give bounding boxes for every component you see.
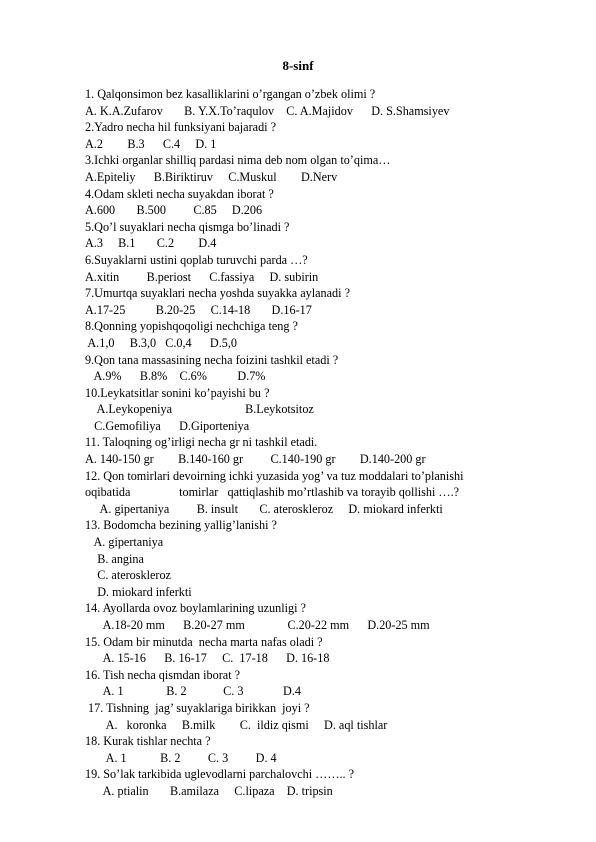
text-line: A.3 B.1 C.2 D.4	[85, 236, 217, 251]
text-line: A. gipertaniya	[85, 535, 164, 550]
text-line: 4.Odam skleti necha suyakdan iborat ?	[85, 186, 274, 201]
text-line: 9.Qon tana massasining necha foizini tashkil etadi ?	[85, 352, 339, 367]
page-title: 8-sinf	[282, 58, 314, 73]
text-line: 3.Ichki organlar shilliq pardasi nima deb nom olgan to’qima…	[85, 153, 391, 168]
text-line: 16. Tish necha qismdan iborat ?	[85, 667, 241, 682]
text-line: A.2 B.3 C.4 D. 1	[85, 136, 217, 151]
text-line: A.600 B.500 C.85 D.206	[85, 203, 263, 218]
text-line: A.1,0 B.3,0 C.0,4 D.5,0	[85, 335, 238, 350]
text-line: oqibatida tomirlar qattiqlashib mo’rtlashib va torayib qollishi ….?	[85, 485, 460, 500]
question-list	[85, 86, 565, 800]
text-line: 11. Taloqning og’irligi necha gr ni tashkil etadi.	[85, 435, 318, 450]
text-line: C.Gemofiliya D.Giporteniya	[85, 418, 250, 433]
text-line: A.9% B.8% C.6% D.7%	[85, 369, 266, 384]
text-line: 8.Qonning yopishqoqoligi nechchiga teng ?	[85, 319, 298, 334]
text-line: 17. Tishning jag’ suyaklariga birikkan joyi ?	[85, 700, 310, 715]
text-line: 2.Yadro necha hil funksiyani bajaradi ?	[85, 120, 276, 135]
text-line: A.17-25 B.20-25 C.14-18 D.16-17	[85, 302, 312, 317]
text-line: A. 140-150 gr B.140-160 gr C.140-190 gr D.140-200 gr	[85, 452, 426, 467]
text-line: B. angina	[85, 551, 144, 566]
text-line: C. ateroskleroz	[85, 568, 171, 583]
text-line: A. 15-16 B. 16-17 C. 17-18 D. 16-18	[85, 651, 330, 666]
text-line: 18. Kurak tishlar nechta ?	[85, 734, 211, 749]
text-line: 19. So’lak tarkibida uglevodlarni parchalovchi …….. ?	[85, 767, 355, 782]
text-line: A. ptialin B.amilaza C.lipaza D. tripsin	[85, 783, 333, 798]
text-line: 15. Odam bir minutda necha marta nafas oladi ?	[85, 634, 323, 649]
text-line: 13. Bodomcha bezining yallig’lanishi ?	[85, 518, 277, 533]
text-line: 10.Leykatsitlar sonini ko’payishi bu ?	[85, 385, 270, 400]
text-line: 1. Qalqonsimon bez kasalliklarini o’rgangan o’zbek olimi ?	[85, 87, 376, 101]
text-line: 7.Umurtqa suyaklari necha yoshda suyakka aylanadi ?	[85, 286, 350, 301]
text-line: A. 1 B. 2 C. 3 D. 4	[85, 750, 277, 765]
text-line: A.Epiteliy B.Biriktiruv C.Muskul D.Nerv	[85, 169, 338, 184]
text-line: 6.Suyaklarni ustini qoplab turuvchi parda …?	[85, 252, 308, 267]
text-line: A. koronka B.milk C. ildiz qismi D. aql tishlar	[85, 717, 388, 732]
text-line: A. gipertaniya B. insult C. ateroskleroz D. miokard inferkti	[85, 501, 443, 516]
text-line: A.18-20 mm B.20-27 mm C.20-22 mm D.20-25 mm	[85, 618, 430, 632]
text-line: 12. Qon tomirlari devoirning ichki yuzasida yog’ va tuz moddalari to’planishi	[85, 468, 464, 483]
text-line: D. miokard inferkti	[85, 584, 192, 599]
text-line: A.Leykopeniya B.Leykotsitoz	[85, 402, 314, 417]
text-line: A.xitin B.periost C.fassiya D. subirin	[85, 269, 319, 284]
text-line: A. 1 B. 2 C. 3 D.4	[85, 684, 302, 699]
text-line: A. K.A.Zufarov B. Y.X.To’raqulov C. A.Majidov D. S.Shamsiyev	[85, 103, 450, 118]
text-line: 5.Qo’l suyaklari necha qismga bo’linadi ?	[85, 219, 290, 234]
text-line: 14. Ayollarda ovoz boylamlarining uzunligi ?	[85, 601, 306, 616]
